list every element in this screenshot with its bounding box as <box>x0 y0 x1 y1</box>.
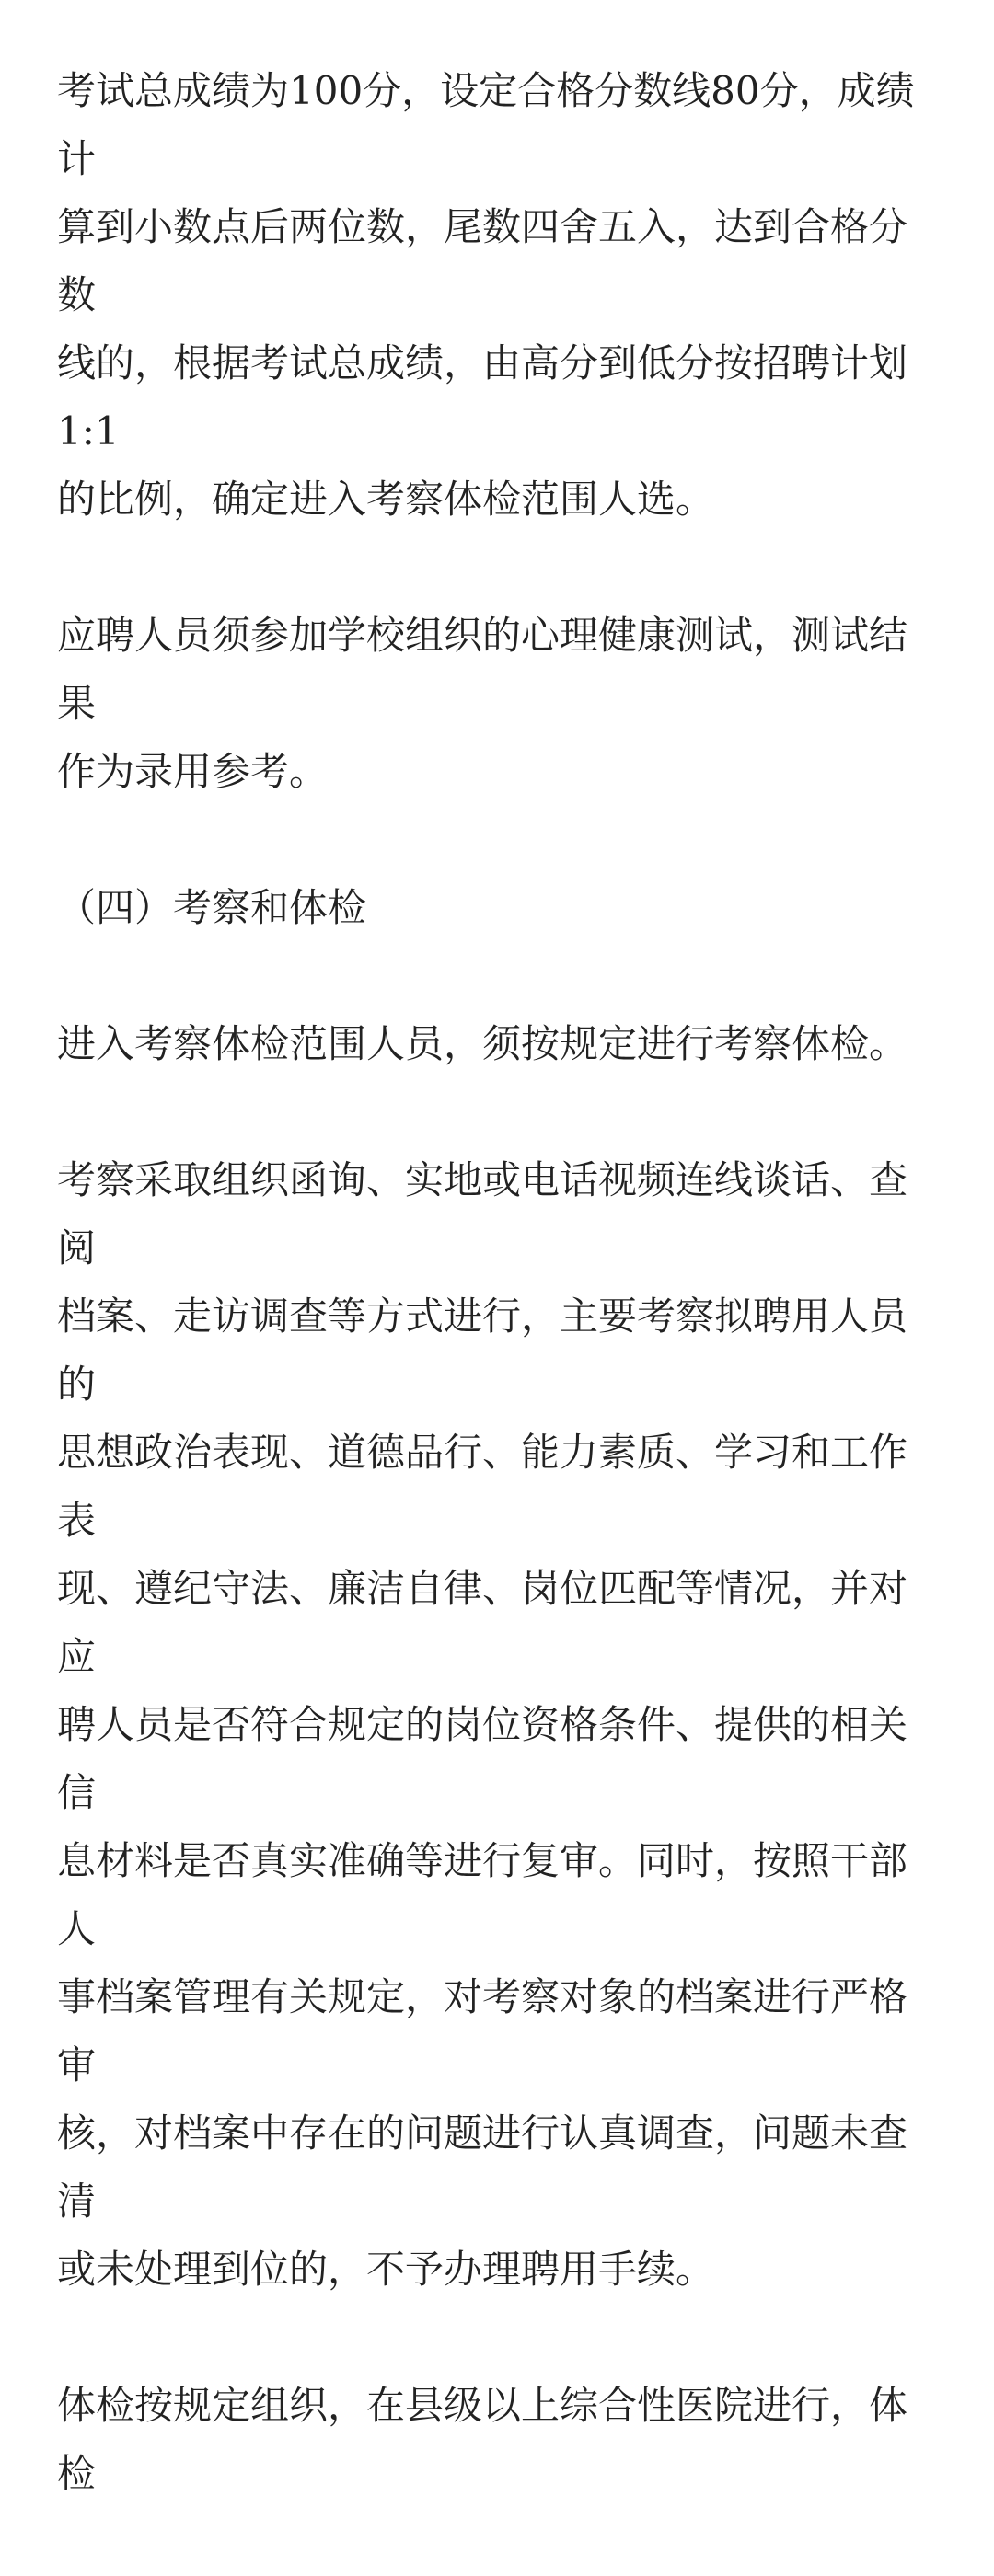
paragraph-score-rule: 考试总成绩为100分，设定合格分数线80分，成绩计 算到小数点后两位数，尾数四舍五入，达到合格分数 线的，根据考试总成绩，由高分到低分按招聘计划1:1 的比例，确定进入考察体检范围人选。 <box>57 68 915 522</box>
paragraph-medical-check: 体检按规定组织，在县级以上综合性医院进行，体检 <box>57 2383 908 2496</box>
paragraph-psych-test: 应聘人员须参加学校组织的心理健康测试，测试结果 作为录用参考。 <box>57 613 908 794</box>
paragraph-exam-intro: 进入考察体检范围人员，须按规定进行考察体检。 <box>57 1021 908 1066</box>
article-body <box>57 57 941 2576</box>
section-heading: （四）考察和体检 <box>57 885 367 930</box>
paragraph-inspection-detail: 考察采取组织函询、实地或电话视频连线谈话、查阅 档案、走访调查等方式进行，主要考察拟聘用人员的 思想政治表现、道德品行、能力素质、学习和工作表 现、遵纪守法、廉洁自律、岗位匹配等情况，并对应 聘人员是否符合规定的岗位资格条件、提供的相关信 息材料是否真实准确等进行复审。同时，按照干部人 事档案管理有关规定，对考察对象的档案进行严格审 核，对档案中存在的问题进行认真调查，问题未查清 或未处理到位的，不予办理聘用手续。 <box>57 1157 908 2292</box>
